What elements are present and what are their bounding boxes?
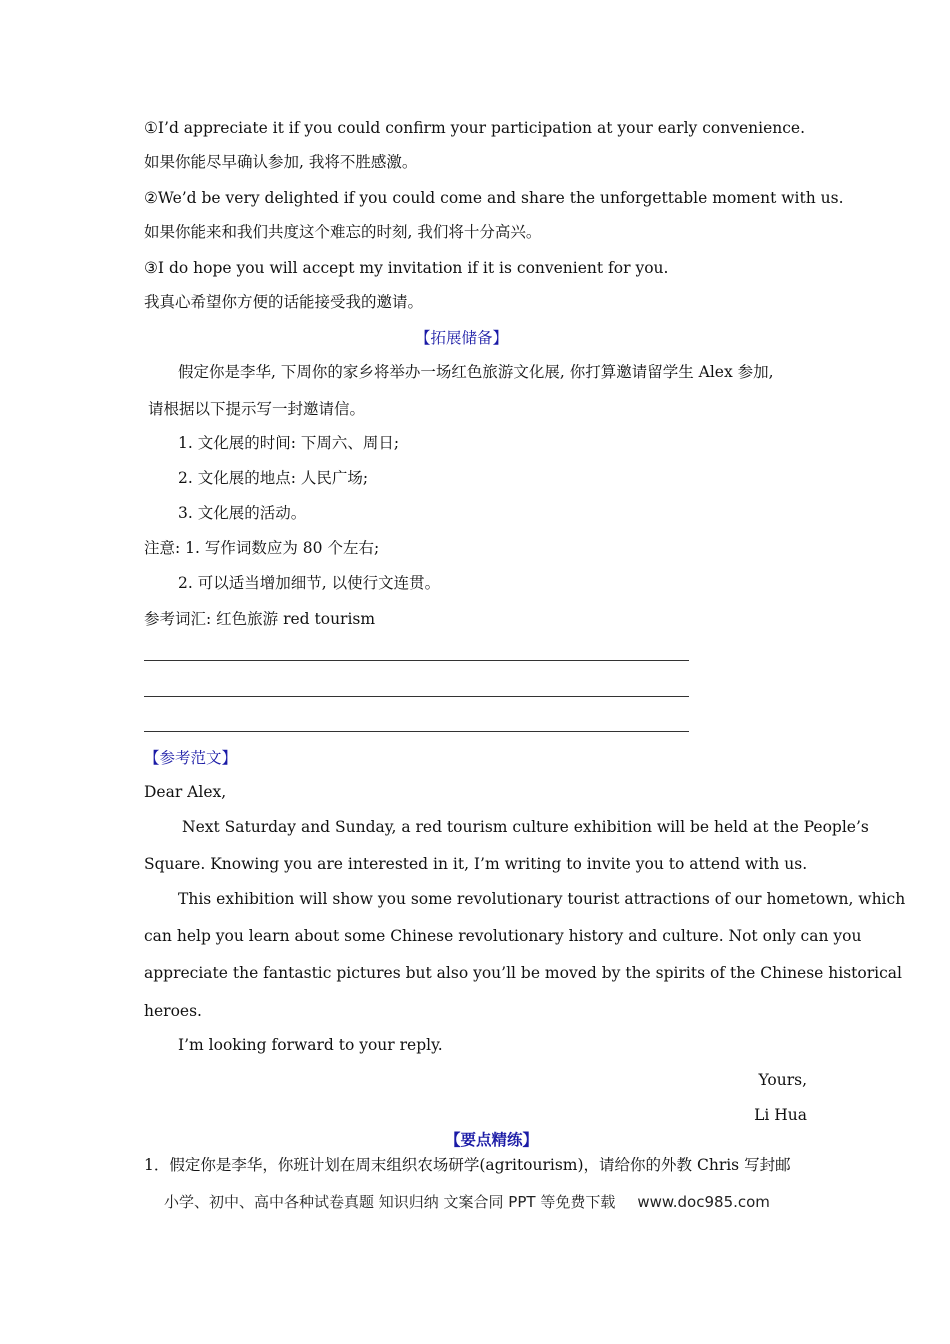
sample-heading: 【参考范文】 bbox=[144, 749, 238, 767]
phrase-2-en: ②We’d be very delighted if you could come and share the unforgettable moment with us. bbox=[144, 189, 844, 207]
extension-heading: 【拓展储备】 bbox=[415, 329, 509, 347]
sample-p2-line4: heroes. bbox=[144, 1002, 202, 1020]
phrase-1-zh: 如果你能尽早确认参加, 我将不胜感激。 bbox=[144, 153, 418, 171]
answer-line-2 bbox=[144, 696, 689, 697]
sample-greeting: Dear Alex, bbox=[144, 783, 227, 801]
sample-p2-line2: can help you learn about some Chinese revolutionary history and culture. Not only can you bbox=[144, 927, 862, 945]
practice-question-1: 1．假定你是李华，你班计划在周末组织农场研学(agritourism)，请给你的外教 Chris 写封邮 bbox=[144, 1156, 791, 1174]
extension-item-2: 2. 文化展的地点: 人民广场; bbox=[178, 469, 369, 487]
practice-heading: 【要点精练】 bbox=[445, 1130, 539, 1149]
sample-p3: I’m looking forward to your reply. bbox=[178, 1036, 443, 1054]
page-footer bbox=[164, 1192, 770, 1212]
extension-vocab: 参考词汇: 红色旅游 red tourism bbox=[144, 610, 376, 628]
sample-signature: Li Hua bbox=[754, 1106, 807, 1124]
extension-prompt-line2: 请根据以下提示写一封邀请信。 bbox=[148, 400, 366, 418]
extension-prompt-line1: 假定你是李华, 下周你的家乡将举办一场红色旅游文化展, 你打算邀请留学生 Alex 参加, bbox=[178, 363, 774, 381]
extension-item-3: 3. 文化展的活动。 bbox=[178, 504, 307, 522]
answer-line-3 bbox=[144, 731, 689, 732]
phrase-3-en: ③I do hope you will accept my invitation if it is convenient for you. bbox=[144, 259, 669, 277]
phrase-1-en: ①I’d appreciate it if you could confirm your participation at your early convenience. bbox=[144, 119, 806, 137]
extension-item-1: 1. 文化展的时间: 下周六、周日; bbox=[178, 434, 400, 452]
extension-note-1: 注意: 1. 写作词数应为 80 个左右; bbox=[144, 539, 380, 557]
footer-site-link[interactable]: www.doc985.com bbox=[637, 1193, 770, 1211]
sample-p1-line1: Next Saturday and Sunday, a red tourism culture exhibition will be held at the People’s bbox=[182, 818, 869, 836]
sample-p1-line2: Square. Knowing you are interested in it, I’m writing to invite you to attend with us. bbox=[144, 855, 808, 873]
extension-note-2: 2. 可以适当增加细节, 以使行文连贯。 bbox=[178, 574, 441, 592]
sample-p2-line3: appreciate the fantastic pictures but also you’ll be moved by the spirits of the Chinese historical bbox=[144, 964, 902, 982]
sample-p2-line1: This exhibition will show you some revolutionary tourist attractions of our hometown, which bbox=[178, 890, 906, 908]
footer-text: 小学、初中、高中各种试卷真题 知识归纳 文案合同 PPT 等免费下载 bbox=[164, 1193, 616, 1211]
answer-line-1 bbox=[144, 660, 689, 661]
phrase-2-zh: 如果你能来和我们共度这个难忘的时刻, 我们将十分高兴。 bbox=[144, 223, 542, 241]
phrase-3-zh: 我真心希望你方便的话能接受我的邀请。 bbox=[144, 293, 424, 311]
sample-closing: Yours, bbox=[758, 1071, 807, 1089]
